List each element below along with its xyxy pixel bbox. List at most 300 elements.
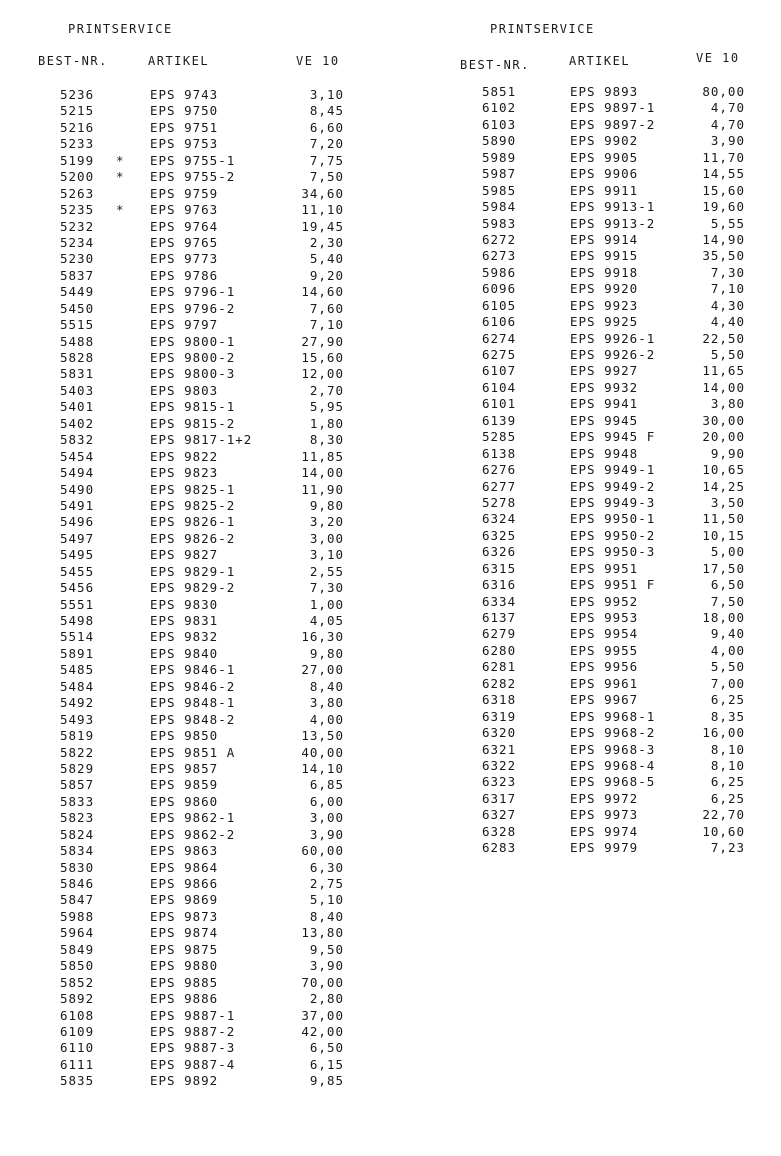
order-number: 5849 [60,941,95,957]
article-code: EPS 9968-2 [570,725,656,741]
order-number: 6320 [482,725,517,741]
table-row [420,774,781,790]
table-row [420,100,781,116]
article-code: EPS 9850 [150,728,219,744]
unit-price: 19,60 [702,199,745,215]
order-number: 5278 [482,494,517,510]
order-number: 6104 [482,379,517,395]
order-number: 6321 [482,741,517,757]
unit-price: 3,10 [309,547,344,563]
order-number: 5496 [60,514,95,530]
order-number: 5847 [60,892,95,908]
article-code: EPS 9920 [570,281,639,297]
article-code: EPS 9763 [150,202,219,218]
unit-price: 6,25 [710,774,745,790]
unit-price: 9,50 [309,941,344,957]
order-number: 5551 [60,596,95,612]
unit-price: 27,90 [301,333,344,349]
unit-price: 5,00 [710,544,745,560]
unit-price: 2,30 [309,234,344,250]
table-row [0,547,390,563]
order-number: 6109 [60,1023,95,1039]
unit-price: 11,70 [702,149,745,165]
table-row [420,742,781,758]
article-code: EPS 9887-4 [150,1056,236,1072]
order-number: 5857 [60,777,95,793]
order-number: 6137 [482,610,517,625]
article-code: EPS 9972 [570,790,639,806]
article-code: EPS 9926-2 [570,347,656,362]
unit-price: 4,40 [710,314,745,330]
article-code: EPS 9941 [570,396,639,412]
order-number: 6317 [482,790,517,806]
table-row [0,268,390,284]
table-row [0,202,390,218]
table-row [420,528,781,544]
table-row [420,150,781,166]
article-code: EPS 9961 [570,675,639,691]
article-code: EPS 9800-3 [150,366,236,382]
table-row [420,380,781,396]
article-code: EPS 9848-1 [150,695,236,711]
article-code: EPS 9926-1 [570,330,656,346]
article-code: EPS 9952 [570,593,639,609]
unit-price: 34,60 [301,185,344,201]
table-row [0,465,390,481]
article-code: EPS 9743 [150,87,219,102]
order-number: 5514 [60,629,95,645]
article-code: EPS 9968-3 [570,741,656,757]
table-row [0,892,390,908]
order-number: 5850 [60,958,95,974]
unit-price: 11,85 [301,448,344,464]
article-code: EPS 9832 [150,629,219,645]
order-number: 5831 [60,366,95,382]
unit-price: 5,40 [309,251,344,267]
order-number: 5834 [60,843,95,859]
order-number: 5285 [482,429,517,445]
unit-price: 9,80 [309,645,344,661]
table-row [0,745,390,761]
order-number: 6105 [482,297,517,313]
unit-price: 3,90 [309,958,344,974]
article-code: EPS 9950-1 [570,511,656,527]
table-row [420,265,781,281]
article-code: EPS 9800-2 [150,350,236,365]
order-number: 5485 [60,662,95,678]
article-code: EPS 9893 [570,84,639,99]
article-code: EPS 9951 [570,560,639,576]
article-code: EPS 9902 [570,133,639,149]
table-row [0,662,390,678]
order-number: 5833 [60,793,95,809]
unit-price: 4,70 [710,116,745,132]
order-number: 5402 [60,415,95,431]
order-number: 5455 [60,563,95,579]
table-row [420,577,781,593]
table-row [0,843,390,859]
order-number: 6101 [482,396,517,412]
order-number: 5484 [60,678,95,694]
unit-price: 3,80 [309,695,344,711]
unit-price: 18,00 [702,610,745,625]
table-row [0,810,390,826]
right-article-list [420,84,781,857]
unit-price: 11,10 [301,202,344,218]
article-code: EPS 9948 [570,445,639,461]
order-number: 5819 [60,728,95,744]
table-row [420,676,781,692]
order-number: 5890 [482,133,517,149]
table-row [0,416,390,432]
order-number: 6111 [60,1056,95,1072]
article-code: EPS 9953 [570,610,639,625]
order-number: 6276 [482,462,517,478]
order-number: 5964 [60,925,95,941]
article-code: EPS 9897-2 [570,116,656,132]
article-code: EPS 9869 [150,892,219,908]
order-number: 6138 [482,445,517,461]
table-row [420,429,781,445]
article-code: EPS 9859 [150,777,219,793]
unit-price: 15,60 [301,350,344,365]
article-code: EPS 9825-2 [150,497,236,513]
table-row [0,317,390,333]
unit-price: 3,10 [309,87,344,102]
article-code: EPS 9753 [150,136,219,152]
unit-price: 10,65 [702,462,745,478]
order-number: 5851 [482,84,517,99]
table-row [420,117,781,133]
article-code: EPS 9932 [570,379,639,395]
order-number: 5494 [60,465,95,481]
order-number: 6325 [482,527,517,543]
table-row [420,133,781,149]
order-number: 5515 [60,317,95,333]
article-code: EPS 9829-2 [150,580,236,596]
table-row [0,383,390,399]
article-code: EPS 9913-1 [570,199,656,215]
article-code: EPS 9880 [150,958,219,974]
unit-price: 4,00 [309,711,344,727]
unit-price: 6,50 [710,577,745,593]
table-row [420,347,781,363]
article-code: EPS 9860 [150,793,219,809]
article-code: EPS 9822 [150,448,219,464]
article-code: EPS 9796-2 [150,300,236,316]
unit-price: 7,23 [710,840,745,856]
table-row [0,498,390,514]
article-code: EPS 9886 [150,991,219,1007]
unit-price: 7,75 [309,152,344,168]
unit-price: 3,90 [309,826,344,842]
article-code: EPS 9887-3 [150,1040,236,1056]
unit-price: 16,30 [301,629,344,645]
table-row [0,613,390,629]
article-code: EPS 9951 F [570,577,656,593]
table-row [420,594,781,610]
unit-price: 6,30 [309,859,344,875]
table-row [420,511,781,527]
order-number: 6096 [482,281,517,297]
article-code: EPS 9892 [150,1073,219,1089]
unit-price: 2,55 [309,563,344,579]
unit-price: 1,80 [309,415,344,431]
order-number: 5233 [60,136,95,152]
article-code: EPS 9950-3 [570,544,656,560]
table-row [0,712,390,728]
table-row [0,777,390,793]
order-number: 6327 [482,807,517,823]
order-number: 5493 [60,711,95,727]
table-row [420,758,781,774]
unit-price: 6,50 [309,1040,344,1056]
order-number: 5488 [60,333,95,349]
article-code: EPS 9913-2 [570,215,656,231]
unit-price: 11,65 [702,363,745,379]
order-number: 6277 [482,478,517,494]
unit-price: 14,25 [702,478,745,494]
article-code: EPS 9955 [570,642,639,658]
table-row [0,679,390,695]
table-row [0,350,390,366]
table-row [420,626,781,642]
article-code: EPS 9759 [150,185,219,201]
order-number: 6328 [482,823,517,839]
article-code: EPS 9954 [570,626,639,642]
order-number: 5450 [60,300,95,316]
table-row [0,827,390,843]
table-row [0,169,390,185]
article-code: EPS 9751 [150,119,219,135]
table-row [420,462,781,478]
order-number: 6316 [482,577,517,593]
unit-price: 6,25 [710,790,745,806]
table-row [0,646,390,662]
article-code: EPS 9825-1 [150,481,236,497]
unit-price: 5,95 [309,399,344,415]
article-code: EPS 9974 [570,823,639,839]
table-row [420,791,781,807]
table-row [420,281,781,297]
article-code: EPS 9949-3 [570,494,656,510]
order-number: 5215 [60,103,95,119]
article-code: EPS 9786 [150,267,219,283]
article-code: EPS 9840 [150,645,219,661]
table-row [0,186,390,202]
table-row [420,298,781,314]
unit-price: 14,10 [301,760,344,776]
order-number: 5892 [60,991,95,1007]
table-row [0,235,390,251]
unit-price: 7,30 [710,264,745,280]
table-row [420,396,781,412]
table-row [420,216,781,232]
article-code: EPS 9817-1+2 [150,432,253,448]
table-row [420,248,781,264]
article-code: EPS 9949-2 [570,478,656,494]
unit-price: 5,10 [309,892,344,908]
order-number: 5988 [60,908,95,924]
unit-price: 8,10 [710,757,745,773]
order-number: 6322 [482,757,517,773]
table-row [420,807,781,823]
article-code: EPS 9826-2 [150,530,236,546]
article-code: EPS 9827 [150,547,219,563]
unit-price: 8,40 [309,678,344,694]
table-row [0,1024,390,1040]
order-number: 5497 [60,530,95,546]
unit-price: 7,50 [710,593,745,609]
table-row [0,366,390,382]
unit-price: 4,00 [710,642,745,658]
unit-price: 6,15 [309,1056,344,1072]
table-row [420,314,781,330]
article-code: EPS 9874 [150,925,219,941]
table-row [420,561,781,577]
article-code: EPS 9851 A [150,744,236,760]
article-code: EPS 9923 [570,297,639,313]
unit-price: 14,00 [301,465,344,481]
table-row [0,1057,390,1073]
unit-price: 7,50 [309,169,344,185]
unit-price: 7,30 [309,580,344,596]
order-number: 6319 [482,708,517,724]
article-code: EPS 9864 [150,859,219,875]
unit-price: 9,90 [710,445,745,461]
table-row [420,659,781,675]
order-number: 6273 [482,248,517,264]
order-number: 5490 [60,481,95,497]
order-number: 5495 [60,547,95,563]
order-number: 5498 [60,613,95,628]
unit-price: 14,00 [702,379,745,395]
table-row [0,120,390,136]
article-code: EPS 9815-1 [150,399,236,415]
table-row [0,136,390,152]
right-title: PRINTSERVICE [490,22,595,36]
table-row [420,725,781,741]
table-row [0,975,390,991]
unit-price: 1,00 [309,596,344,612]
order-number: 6272 [482,231,517,247]
article-code: EPS 9863 [150,843,219,859]
unit-price: 6,60 [309,119,344,135]
article-code: EPS 9826-1 [150,514,236,530]
table-row [420,166,781,182]
article-code: EPS 9815-2 [150,415,236,431]
unit-price: 13,80 [301,925,344,941]
unit-price: 6,25 [710,692,745,708]
article-code: EPS 9967 [570,692,639,708]
table-row [0,876,390,892]
article-code: EPS 9866 [150,876,219,891]
order-number: 6326 [482,544,517,560]
unit-price: 35,50 [702,248,745,264]
unit-price: 22,70 [702,807,745,823]
unit-price: 9,85 [309,1073,344,1089]
table-row [420,84,781,100]
row-mark: * [116,202,125,218]
article-code: EPS 9755-2 [150,169,236,185]
unit-price: 6,85 [309,777,344,793]
order-number: 6108 [60,1007,95,1023]
table-row [0,87,390,103]
article-code: EPS 9973 [570,807,639,823]
unit-price: 12,00 [301,366,344,382]
unit-price: 16,00 [702,725,745,741]
article-code: EPS 9968-5 [570,774,656,790]
order-number: 6280 [482,642,517,658]
order-number: 6279 [482,626,517,642]
article-code: EPS 9949-1 [570,462,656,478]
table-row [0,334,390,350]
right-header-artikel: ARTIKEL [569,54,631,68]
unit-price: 14,90 [702,231,745,247]
order-number: 5835 [60,1073,95,1089]
article-code: EPS 9905 [570,149,639,165]
article-code: EPS 9846-2 [150,678,236,694]
unit-price: 3,90 [710,133,745,149]
order-number: 5984 [482,199,517,215]
table-row [0,531,390,547]
article-code: EPS 9773 [150,251,219,267]
left-article-list [0,87,390,1090]
order-number: 5492 [60,695,95,711]
unit-price: 11,50 [702,511,745,527]
table-row [420,495,781,511]
unit-price: 7,60 [309,300,344,316]
row-mark: * [116,152,125,168]
table-row [0,153,390,169]
order-number: 5199 [60,152,95,168]
unit-price: 3,20 [309,514,344,530]
order-number: 5846 [60,876,95,891]
left-header-ve: VE 10 [296,54,340,68]
article-code: EPS 9914 [570,231,639,247]
order-number: 6324 [482,511,517,527]
article-code: EPS 9927 [570,363,639,379]
table-row [0,728,390,744]
article-code: EPS 9887-1 [150,1007,236,1023]
order-number: 6323 [482,774,517,790]
unit-price: 37,00 [301,1007,344,1023]
unit-price: 7,20 [309,136,344,152]
unit-price: 2,80 [309,991,344,1007]
table-row [0,482,390,498]
order-number: 6106 [482,314,517,330]
article-code: EPS 9800-1 [150,333,236,349]
unit-price: 8,30 [309,432,344,448]
order-number: 5454 [60,448,95,464]
article-code: EPS 9750 [150,103,219,119]
table-row [420,643,781,659]
order-number: 6102 [482,100,517,116]
article-code: EPS 9925 [570,314,639,330]
order-number: 6275 [482,347,517,362]
article-code: EPS 9945 [570,412,639,428]
unit-price: 8,45 [309,103,344,119]
unit-price: 4,05 [309,613,344,628]
order-number: 6107 [482,363,517,379]
unit-price: 9,80 [309,497,344,513]
order-number: 5828 [60,350,95,365]
unit-price: 5,55 [710,215,745,231]
table-row [420,692,781,708]
article-code: EPS 9797 [150,317,219,333]
order-number: 5234 [60,234,95,250]
table-row [0,103,390,119]
